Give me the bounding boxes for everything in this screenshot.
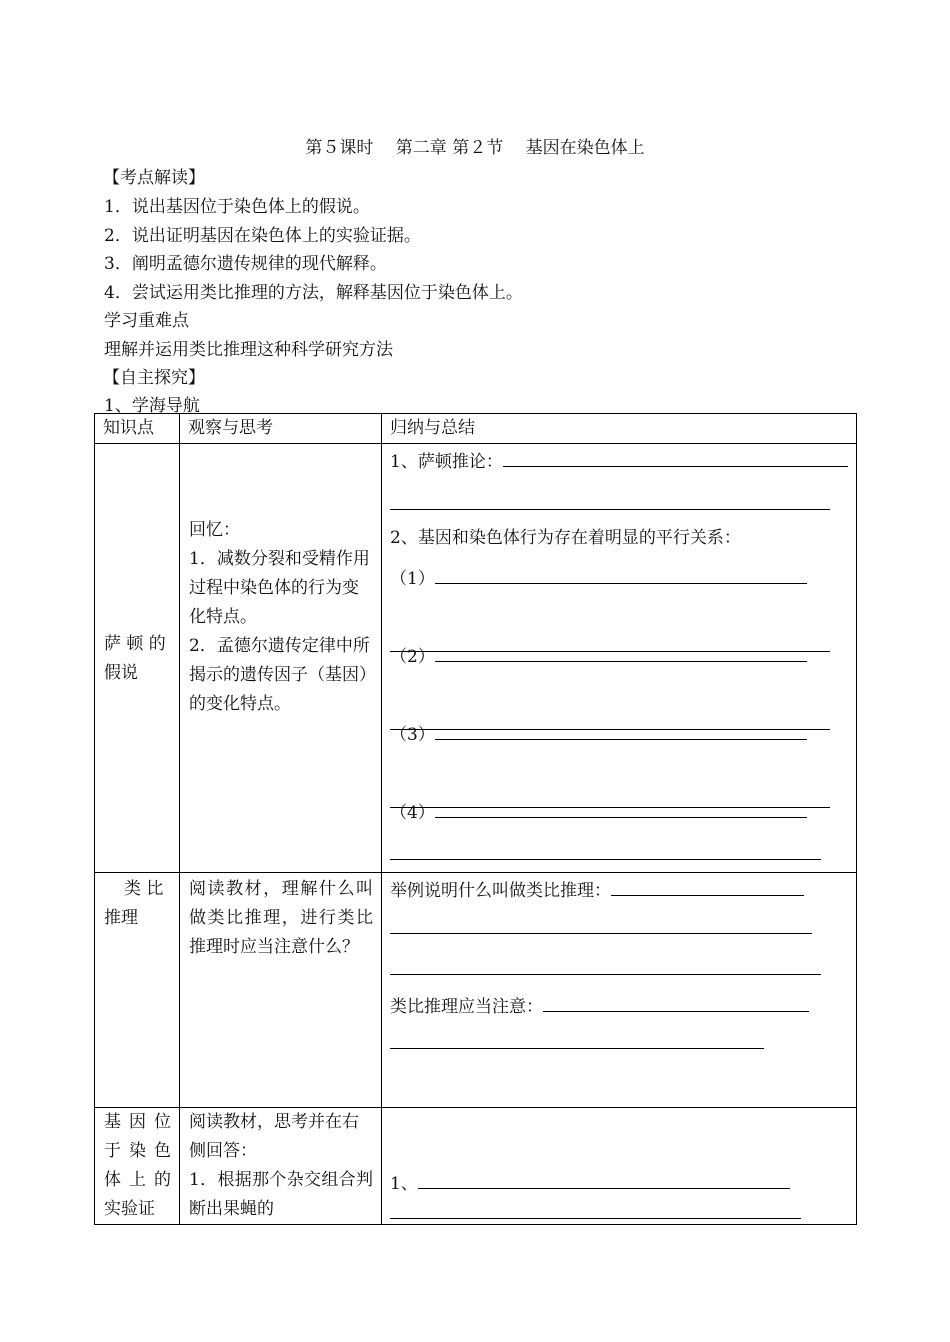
summary-experiment-1: 1、 (390, 1174, 418, 1194)
point-label-4: （4） (390, 803, 435, 823)
table-header-row (95, 414, 857, 444)
point-label-2: （2） (390, 647, 435, 667)
observe-item-1: 1．减数分裂和受精作用过程中染色体的行为变化特点。 (189, 549, 370, 627)
header-observe: 观察与思考 (180, 414, 382, 444)
point-label-1: （1） (390, 569, 435, 589)
observe-intro-sutton: 回忆： (189, 520, 240, 540)
answer-blank[interactable] (543, 991, 809, 1012)
observe-cell-experiment (180, 1108, 382, 1225)
summary-sutton-inference: 1、萨顿推论： (390, 452, 503, 472)
section-heading-zizhu: 【自主探究】 (103, 368, 205, 388)
topic-cell-sutton (95, 444, 180, 873)
topic-sutton: 萨 顿 的 假说 (104, 634, 166, 683)
observe-item-2: 2．孟德尔遗传定律中所揭示的遗传因子（基因）的变化特点。 (189, 636, 370, 714)
topic-cell-experiment (95, 1108, 180, 1225)
answer-blank[interactable] (390, 859, 821, 860)
answer-blank[interactable] (435, 641, 807, 662)
answer-blank[interactable] (435, 719, 807, 740)
topic-analogy-b: 推理 (104, 908, 138, 928)
study-table (94, 413, 857, 1225)
summary-cell-analogy (382, 873, 857, 1108)
kaodian-item-1: 1．说出基因位于染色体上的假说。 (104, 197, 370, 217)
kaodian-item-2: 2．说出证明基因在染色体上的实验证据。 (104, 226, 421, 246)
kaodian-item-4: 4．尝试运用类比推理的方法，解释基因位于染色体上。 (104, 283, 523, 303)
observe-cell-sutton (180, 444, 382, 873)
answer-blank[interactable] (611, 875, 804, 896)
summary-cell-experiment (382, 1108, 857, 1225)
observe-item-experiment: 1．根据那个杂交组合判断出果蝇的 (189, 1170, 373, 1219)
summary-cell-sutton (382, 444, 857, 873)
summary-analogy-caution: 类比推理应当注意： (390, 997, 543, 1017)
table-row-analogy (95, 873, 857, 1108)
observe-cell-analogy (180, 873, 382, 1108)
observe-analogy: 阅读教材，理解什么叫做类比推理，进行类比推理时应当注意什么？ (189, 879, 373, 957)
kaodian-item-3: 3．阐明孟德尔遗传规律的现代解释。 (104, 254, 387, 274)
answer-blank[interactable] (435, 563, 807, 584)
answer-blank[interactable] (503, 446, 848, 467)
page-title: 第５课时 第二章 第２节 基因在染色体上 (305, 138, 645, 158)
answer-blank[interactable] (390, 974, 821, 975)
observe-intro-experiment: 阅读教材，思考并在右侧回答： (189, 1112, 359, 1161)
answer-blank[interactable] (390, 509, 830, 510)
answer-blank[interactable] (390, 933, 812, 934)
table-row-sutton (95, 444, 857, 873)
header-topic: 知识点 (95, 414, 180, 444)
topic-experiment: 基因位于染色体上的实验证 (104, 1112, 171, 1219)
point-label-3: （3） (390, 725, 435, 745)
answer-blank[interactable] (390, 1048, 764, 1049)
summary-parallel: 2、基因和染色体行为存在着明显的平行关系： (390, 528, 741, 548)
summary-analogy-example: 举例说明什么叫做类比推理： (390, 881, 611, 901)
nav-heading: 1、学海导航 (104, 396, 200, 416)
key-points-heading: 学习重难点 (104, 311, 189, 331)
section-heading-kaodian: 【考点解读】 (103, 168, 205, 188)
answer-blank[interactable] (435, 797, 807, 818)
table-row-experiment (95, 1108, 857, 1225)
answer-blank[interactable] (418, 1168, 790, 1189)
topic-cell-analogy (95, 873, 180, 1108)
key-points-text: 理解并运用类比推理这种科学研究方法 (104, 340, 393, 360)
answer-blank[interactable] (390, 1218, 801, 1219)
header-summary: 归纳与总结 (382, 414, 857, 444)
topic-analogy-a: 类 比 (124, 879, 164, 899)
